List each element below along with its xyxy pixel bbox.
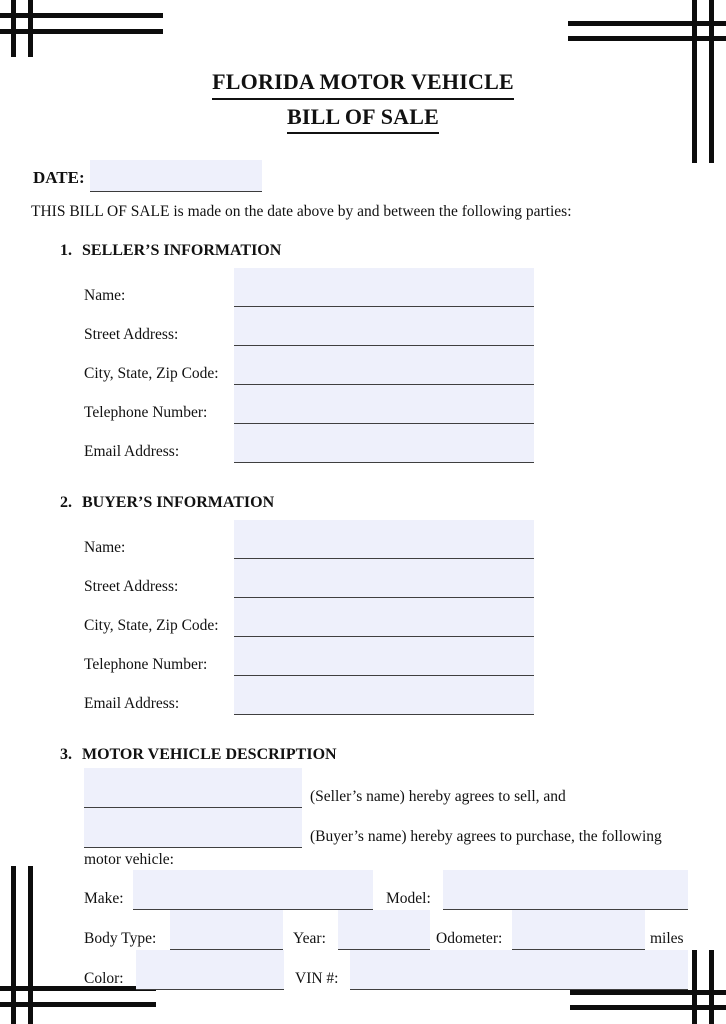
- buyer-city-state-zip-label: City, State, Zip Code:: [84, 616, 219, 634]
- seller-telephone-label: Telephone Number:: [84, 403, 208, 421]
- vehicle-agreement-block: [84, 768, 696, 868]
- model-input[interactable]: [443, 870, 688, 910]
- field-row: [84, 637, 534, 676]
- date-input[interactable]: [90, 160, 262, 192]
- corner-rule-bottom-left-vertical-1: [11, 866, 16, 1024]
- agreement-row-buyer: [84, 808, 696, 848]
- corner-rule-top-right-horizontal-2: [568, 36, 726, 41]
- vin-input[interactable]: [350, 950, 688, 990]
- section-number-vehicle: 3.: [60, 746, 72, 763]
- field-row: [84, 346, 534, 385]
- section-number-buyer: 2.: [60, 494, 72, 511]
- buyer-telephone-input[interactable]: [234, 637, 534, 676]
- vehicle-row-make-model: [84, 870, 696, 910]
- odometer-label: Odometer:: [436, 929, 503, 947]
- corner-rule-top-left-horizontal-2: [0, 29, 163, 34]
- section-heading-seller: [60, 242, 281, 260]
- section-title-vehicle: MOTOR VEHICLE DESCRIPTION: [82, 746, 337, 763]
- agreement-buyer-text: (Buyer’s name) hereby agrees to purchase, the following: [310, 827, 662, 845]
- seller-email-label: Email Address:: [84, 442, 180, 460]
- vehicle-row-body-year-odometer: [84, 910, 696, 950]
- corner-rule-bottom-right-horizontal-2: [570, 1005, 726, 1010]
- buyer-email-input[interactable]: [234, 676, 534, 715]
- title-line-2: BILL OF SALE: [287, 103, 439, 135]
- model-label: Model:: [386, 889, 431, 907]
- seller-street-address-input[interactable]: [234, 307, 534, 346]
- odometer-input[interactable]: [512, 910, 645, 950]
- seller-street-address-label: Street Address:: [84, 325, 179, 343]
- field-row: [84, 307, 534, 346]
- body-type-input[interactable]: [170, 910, 283, 950]
- agreement-seller-name-input[interactable]: [84, 768, 302, 808]
- buyer-information-fields: [84, 520, 534, 715]
- field-row: [84, 598, 534, 637]
- agreement-row-seller: [84, 768, 696, 808]
- section-heading-vehicle: [60, 746, 337, 764]
- year-input[interactable]: [338, 910, 430, 950]
- section-number-seller: 1.: [60, 242, 72, 259]
- section-title-buyer: BUYER’S INFORMATION: [82, 494, 275, 511]
- corner-rule-top-right-horizontal-1: [568, 21, 726, 26]
- seller-email-input[interactable]: [234, 424, 534, 463]
- vehicle-row-color-vin: [84, 950, 696, 990]
- field-row: [84, 424, 534, 463]
- corner-rule-bottom-left-horizontal-2: [0, 1002, 156, 1007]
- intro-paragraph: THIS BILL OF SALE is made on the date above by and between the following parties:: [31, 203, 572, 220]
- corner-rule-bottom-right-horizontal-1: [570, 990, 726, 995]
- corner-rule-bottom-right-vertical-2: [709, 950, 714, 1024]
- section-title-seller: SELLER’S INFORMATION: [82, 242, 282, 259]
- color-input[interactable]: [136, 950, 284, 990]
- seller-city-state-zip-label: City, State, Zip Code:: [84, 364, 219, 382]
- title-line-1: FLORIDA MOTOR VEHICLE: [212, 68, 514, 100]
- agreement-seller-text: (Seller’s name) hereby agrees to sell, and: [310, 787, 566, 805]
- buyer-name-label: Name:: [84, 538, 126, 556]
- vin-label: VIN #:: [295, 969, 339, 987]
- agreement-buyer-name-input[interactable]: [84, 808, 302, 848]
- field-row: [84, 268, 534, 307]
- corner-rule-bottom-left-vertical-2: [28, 866, 33, 1024]
- odometer-unit-label: miles: [650, 929, 684, 947]
- agreement-tail-text: motor vehicle:: [84, 851, 174, 868]
- make-label: Make:: [84, 889, 124, 907]
- make-input[interactable]: [133, 870, 373, 910]
- corner-rule-top-left-horizontal-1: [0, 13, 163, 18]
- seller-information-fields: [84, 268, 534, 463]
- seller-telephone-input[interactable]: [234, 385, 534, 424]
- field-row: [84, 676, 534, 715]
- body-type-label: Body Type:: [84, 929, 157, 947]
- date-row: [33, 160, 262, 188]
- buyer-city-state-zip-input[interactable]: [234, 598, 534, 637]
- vehicle-detail-rows: [84, 870, 696, 990]
- date-label: DATE:: [33, 168, 85, 187]
- buyer-telephone-label: Telephone Number:: [84, 655, 208, 673]
- year-label: Year:: [293, 929, 326, 947]
- seller-city-state-zip-input[interactable]: [234, 346, 534, 385]
- buyer-email-label: Email Address:: [84, 694, 180, 712]
- section-heading-buyer: [60, 494, 274, 512]
- field-row: [84, 559, 534, 598]
- seller-name-label: Name:: [84, 286, 126, 304]
- document-title: [0, 68, 726, 134]
- buyer-street-address-label: Street Address:: [84, 577, 179, 595]
- color-label: Color:: [84, 969, 124, 987]
- buyer-street-address-input[interactable]: [234, 559, 534, 598]
- field-row: [84, 520, 534, 559]
- seller-name-input[interactable]: [234, 268, 534, 307]
- field-row: [84, 385, 534, 424]
- buyer-name-input[interactable]: [234, 520, 534, 559]
